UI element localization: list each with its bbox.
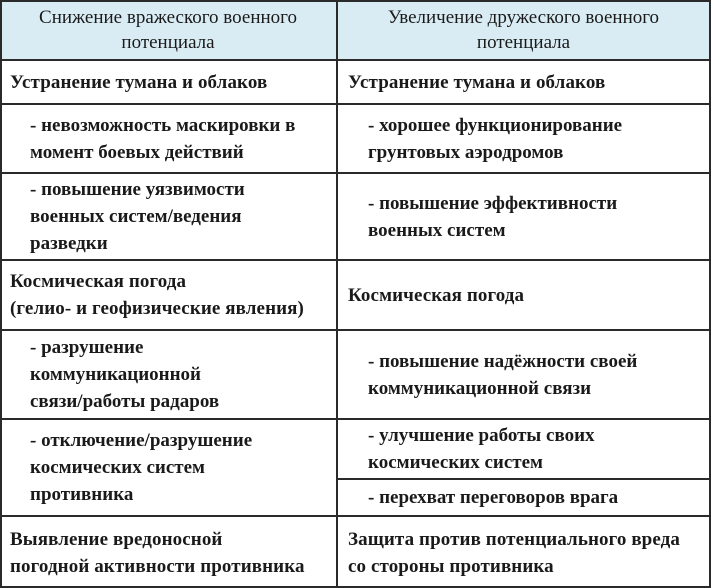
cell-text-line: - хорошее функционирование [368, 114, 623, 136]
cell-text-line: разведки [30, 233, 108, 254]
cell-text-line: со стороны противника [348, 555, 554, 577]
left-row-3 [0, 174, 338, 261]
cell-text-line: Защита против потенциального вреда [348, 528, 680, 550]
cell-text-line: Космическая погода [10, 271, 187, 292]
right-row-7 [338, 480, 711, 517]
right-row-3 [338, 174, 711, 261]
cell-text-line: (гелио- и геофизические явления) [10, 298, 304, 319]
cell-text-line: Снижение вражеского военного [39, 6, 297, 28]
cell-text-line: - повышение уязвимости [30, 179, 245, 200]
cell-text-line: противника [30, 484, 134, 505]
cell-text-line: - отключение/разрушение [30, 430, 253, 451]
cell-text-line: момент боевых действий [30, 141, 244, 163]
left-row-4 [0, 261, 338, 331]
cell-text-line: - невозможность маскировки в [30, 114, 296, 136]
cell-text-line: погодной активности противника [10, 555, 305, 577]
left-row-2 [0, 105, 338, 174]
left-row-5 [0, 331, 338, 420]
right-row-2 [338, 105, 711, 174]
cell-text-line: военных систем [368, 219, 506, 241]
left-row-7 [0, 517, 338, 588]
cell-text-line: Увеличение дружеского военного [387, 6, 660, 28]
cell-text-line: грунтовых аэродромов [368, 141, 564, 163]
cell-text-line: коммуникационной связи [368, 377, 592, 399]
right-row-6 [338, 420, 711, 480]
cell-text-line: - разрушение [30, 337, 144, 358]
cell-text-line: Космическая погода [348, 284, 525, 306]
cell-text-line: Устранение тумана и облаков [348, 71, 606, 93]
cell-text-line: - перехват переговоров врага [368, 487, 619, 508]
cell-text-line: потенциала [121, 31, 215, 53]
cell-text-line: - повышение надёжности своей [368, 350, 638, 372]
header-right [338, 0, 711, 61]
cell-text-line: военных систем/ведения [30, 206, 242, 227]
header-left [0, 0, 338, 61]
cell-text-line: космических систем [368, 452, 543, 473]
cell-text-line: Устранение тумана и облаков [10, 71, 268, 93]
right-row-8 [338, 517, 711, 588]
left-row-1 [0, 61, 338, 105]
cell-text-line: - улучшение работы своих [368, 425, 595, 446]
cell-text-line: Выявление вредоносной [10, 528, 223, 550]
cell-text-line: потенциала [476, 31, 571, 53]
cell-text-line: связи/работы радаров [30, 391, 220, 412]
cell-text-line: космических систем [30, 457, 205, 478]
right-row-1 [338, 61, 711, 105]
cell-text-line: коммуникационной [30, 364, 202, 385]
right-row-5 [338, 331, 711, 420]
right-row-4 [338, 261, 711, 331]
left-row-6 [0, 420, 338, 517]
cell-text-line: - повышение эффективности [368, 192, 618, 214]
